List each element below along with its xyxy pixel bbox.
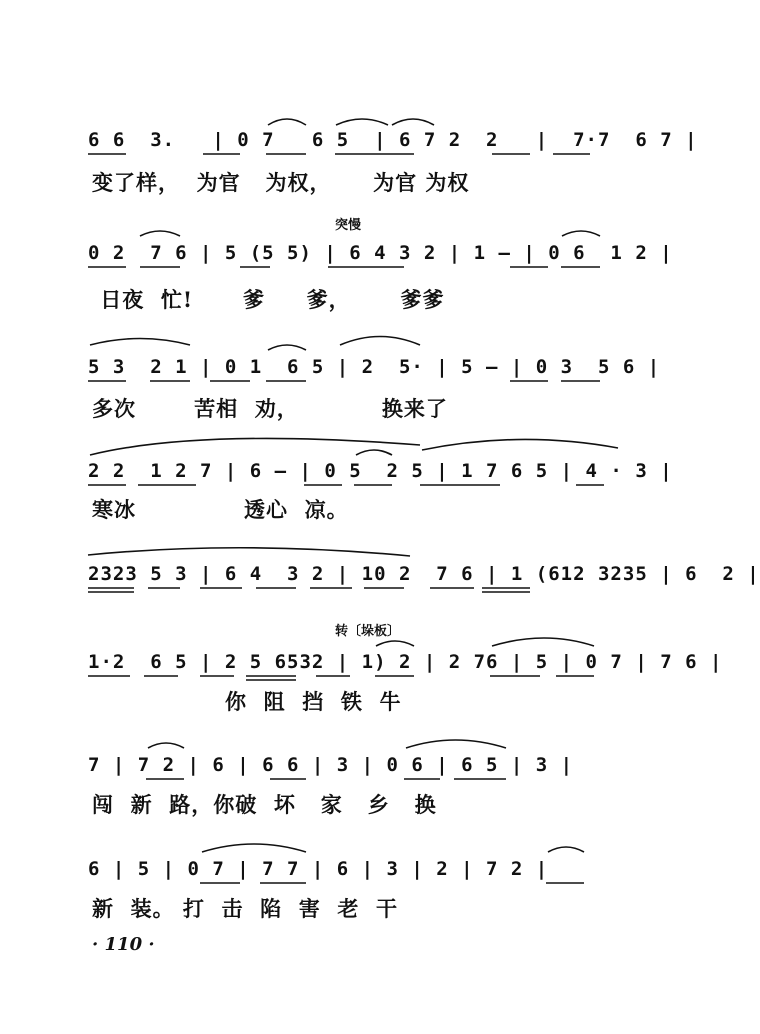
tempo-direction: 突慢 (335, 218, 362, 233)
lyric-line-7: 闯 新 路，你破 坏 家 乡 换 (92, 792, 437, 817)
notation-line-7: 7 | 7 2 | 6 | 6 6 | 3 | 0 6 | 6 5 | 3 | (88, 754, 574, 776)
lyric-line-6: 你 阻 挡 铁 牛 (92, 689, 402, 714)
notation-line-3: 5 3 2 1 | 0 1 6 5 | 2 5· | 5 — | 0 3 5 6 | (88, 356, 661, 378)
notation-line-5: 2323 5 3 | 6 4 3 2 | 10 2 7 6 | 1 (612 3235 | 6 2 | (88, 563, 760, 585)
notation-line-1: 6 6 3. | 0 7 6 5 | 6 7 2 2 | 7·7 6 7 | (88, 129, 698, 151)
lyric-line-2: 日夜 忙! 爹 爹， 爹爹 (92, 287, 445, 312)
lyric-line-3: 多次 苦相 劝， 换来了 (92, 396, 448, 421)
notation-line-2: 0 2 7 6 | 5 (5 5) | 6 4 3 2 | 1 — | 0 6 1 2 | (88, 242, 673, 264)
notation-line-6: 1·2 6 5 | 2 5 6532 | 1) 2 | 2 76 | 5 | 0 7 | 7 6 | (88, 651, 723, 673)
notation-line-8: 6 | 5 | 0 7 | 7 7 | 6 | 3 | 2 | 7 2 | (88, 858, 549, 880)
mode-direction: 转〔垛板〕 (335, 624, 401, 639)
lyric-line-4: 寒冰 透心 凉。 (92, 497, 349, 522)
lyric-line-1: 变了样， 为官 为权， 为官 为权 (92, 170, 470, 195)
page-number: · 110 · (92, 934, 155, 955)
notation-line-4: 2 2 1 2 7 | 6 — | 0 5 2 5 | 1 7 6 5 | 4 · 3 | (88, 460, 673, 482)
lyric-line-8: 新 装。 打 击 陷 害 老 干 (92, 896, 399, 921)
